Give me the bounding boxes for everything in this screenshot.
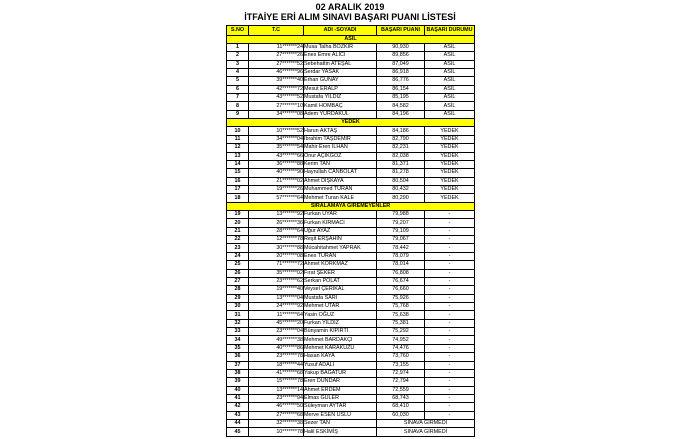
- row-score: 73,760: [377, 353, 425, 361]
- row-name: Mehmet KARAKUZU: [304, 344, 377, 352]
- table-row: [227, 353, 475, 361]
- column-header-name: ADI -SOYADI: [304, 26, 377, 36]
- row-status: -: [425, 369, 475, 377]
- row-score: 80,432: [377, 185, 425, 193]
- row-tc: 19*******26: [249, 185, 304, 193]
- row-name: Süleyman AYTAR: [304, 403, 377, 411]
- row-name: Merve ESEN USLU: [304, 411, 377, 419]
- row-tc: 40*******90: [249, 169, 304, 177]
- row-status: -: [425, 311, 475, 319]
- row-score: 79,988: [377, 211, 425, 219]
- section-label: YEDEK: [227, 119, 475, 127]
- row-tc: 39*******40: [249, 77, 304, 85]
- row-tc: 24*******92: [249, 303, 304, 311]
- row-name: Veysel ÇERİKAL: [304, 286, 377, 294]
- row-tc: 46*******50: [249, 403, 304, 411]
- table-row: [227, 144, 475, 152]
- row-tc: 23*******62: [249, 277, 304, 285]
- row-number: 18: [227, 194, 249, 202]
- row-name: Halil ESKİMİŞ: [304, 428, 377, 436]
- table-row: [227, 277, 475, 285]
- table-row: [227, 420, 475, 428]
- table-row: [227, 127, 475, 135]
- row-number: 11: [227, 135, 249, 143]
- row-score: 80,290: [377, 194, 425, 202]
- table-row: [227, 160, 475, 168]
- row-status: YEDEK: [425, 127, 475, 135]
- section-row: [227, 35, 475, 43]
- table-row: [227, 428, 475, 436]
- row-score: 74,476: [377, 344, 425, 352]
- row-name: Ahmet ERDEM: [304, 386, 377, 394]
- row-number: 36: [227, 353, 249, 361]
- row-score: 79,067: [377, 236, 425, 244]
- row-name: Serkan POLAT: [304, 277, 377, 285]
- row-name: Onur AÇIKGÖZ: [304, 152, 377, 160]
- row-number: 17: [227, 185, 249, 193]
- row-name: Mahir Eren İLHAN: [304, 144, 377, 152]
- row-status: -: [425, 294, 475, 302]
- table-row: [227, 311, 475, 319]
- row-number: 6: [227, 85, 249, 93]
- row-score: 81,371: [377, 160, 425, 168]
- row-score: 85,195: [377, 94, 425, 102]
- table-row: [227, 361, 475, 369]
- row-number: 7: [227, 94, 249, 102]
- row-status: -: [425, 303, 475, 311]
- table-row: [227, 177, 475, 185]
- row-name: Mehmet Turan KALE: [304, 194, 377, 202]
- row-name: Mustafa SARI: [304, 294, 377, 302]
- row-score: 74,952: [377, 336, 425, 344]
- row-score: 89,856: [377, 52, 425, 60]
- row-status: -: [425, 386, 475, 394]
- row-number: 43: [227, 411, 249, 419]
- table-row: [227, 403, 475, 411]
- row-name: Musa Talha BOZKIR: [304, 43, 377, 51]
- table-row: [227, 319, 475, 327]
- row-tc: 35*******54: [249, 144, 304, 152]
- row-status: -: [425, 328, 475, 336]
- row-name: Kerim TAN: [304, 160, 377, 168]
- row-score: 75,926: [377, 294, 425, 302]
- row-tc: 12*******78: [249, 236, 304, 244]
- row-name: Ahmet KORKMAZ: [304, 261, 377, 269]
- row-status: ASİL: [425, 110, 475, 118]
- row-name: Enes Emre ALICI: [304, 52, 377, 60]
- row-number: 21: [227, 227, 249, 235]
- row-status: YEDEK: [425, 185, 475, 193]
- row-tc: 11*******24: [249, 43, 304, 51]
- row-number: 14: [227, 160, 249, 168]
- row-name: Yakup BAĞATUR: [304, 369, 377, 377]
- row-status: ASİL: [425, 94, 475, 102]
- row-number: 22: [227, 236, 249, 244]
- row-status: -: [425, 236, 475, 244]
- row-tc: 34*******04: [249, 135, 304, 143]
- row-tc: 43*******66: [249, 152, 304, 160]
- row-name: İbrahim TAŞDEMİR: [304, 135, 377, 143]
- table-row: [227, 60, 475, 68]
- table-row: [227, 227, 475, 235]
- section-row: [227, 202, 475, 210]
- row-status: -: [425, 353, 475, 361]
- row-score: 82,038: [377, 152, 425, 160]
- row-status: ASİL: [425, 68, 475, 76]
- row-tc: 27*******10: [249, 102, 304, 110]
- table-row: [227, 169, 475, 177]
- row-tc: 40*******86: [249, 344, 304, 352]
- row-tc: 23*******04: [249, 328, 304, 336]
- row-number: 3: [227, 60, 249, 68]
- row-status: YEDEK: [425, 144, 475, 152]
- row-name: Elmas GÜLER: [304, 394, 377, 402]
- table-row: [227, 244, 475, 252]
- row-score: 75,768: [377, 303, 425, 311]
- row-status: YEDEK: [425, 177, 475, 185]
- table-row: [227, 236, 475, 244]
- row-number: 37: [227, 361, 249, 369]
- table-row: [227, 211, 475, 219]
- row-tc: 57*******64: [249, 194, 304, 202]
- page-subtitle: İTFAİYE ERİ ALIM SINAVI BAŞARI PUANI LİSTESİ: [244, 12, 456, 22]
- row-number: 33: [227, 328, 249, 336]
- row-name: Mehmet UTAR: [304, 303, 377, 311]
- section-label: SIRALAMAYA GİREMEYENLER: [227, 202, 475, 210]
- section-label: ASİL: [227, 35, 475, 43]
- row-status: -: [425, 344, 475, 352]
- row-tc: 26*******36: [249, 219, 304, 227]
- row-number: 32: [227, 319, 249, 327]
- row-score: 72,974: [377, 369, 425, 377]
- row-number: 30: [227, 303, 249, 311]
- row-name: Mücahitahmet YAPRAK: [304, 244, 377, 252]
- row-tc: 19*******40: [249, 286, 304, 294]
- row-status: ASİL: [425, 77, 475, 85]
- row-number: 10: [227, 127, 249, 135]
- table-row: [227, 152, 475, 160]
- row-score: 76,808: [377, 269, 425, 277]
- column-header-status: BAŞARI DURUMU: [425, 26, 475, 36]
- row-score: 76,660: [377, 286, 425, 294]
- row-name: Hasan KAYA: [304, 353, 377, 361]
- table-row: [227, 344, 475, 352]
- row-number: 40: [227, 386, 249, 394]
- row-status: ASİL: [425, 52, 475, 60]
- table-row: [227, 219, 475, 227]
- row-number: 12: [227, 144, 249, 152]
- row-name: Sezer TAN: [304, 420, 377, 428]
- row-status: -: [425, 336, 475, 344]
- row-number: 42: [227, 403, 249, 411]
- table-row: [227, 77, 475, 85]
- row-number: 34: [227, 336, 249, 344]
- row-status: YEDEK: [425, 194, 475, 202]
- row-status: ASİL: [425, 102, 475, 110]
- row-status: -: [425, 211, 475, 219]
- row-name: Muhammed TURAN: [304, 185, 377, 193]
- row-score: 68,410: [377, 403, 425, 411]
- row-score: 82,231: [377, 144, 425, 152]
- row-name: Erhan GUNAY: [304, 77, 377, 85]
- table-header-row: [227, 26, 475, 36]
- table-row: [227, 110, 475, 118]
- row-tc: 41*******68: [249, 369, 304, 377]
- row-number: 13: [227, 152, 249, 160]
- row-name: Reşit ERŞAHİN: [304, 236, 377, 244]
- row-score: 80,504: [377, 177, 425, 185]
- table-row: [227, 378, 475, 386]
- results-table: [226, 25, 475, 437]
- row-score: 76,674: [377, 277, 425, 285]
- row-number: 19: [227, 211, 249, 219]
- page-title: 02 ARALIK 2019: [315, 2, 385, 12]
- row-tc: 45*******20: [249, 319, 304, 327]
- row-status: -: [425, 286, 475, 294]
- table-row: [227, 336, 475, 344]
- row-tc: 28*******64: [249, 227, 304, 235]
- row-score: 84,582: [377, 102, 425, 110]
- row-number: 41: [227, 394, 249, 402]
- row-name: Serdar YASAK: [304, 68, 377, 76]
- row-score: 72,559: [377, 386, 425, 394]
- row-name: Yasin OĞUZ: [304, 311, 377, 319]
- table-row: [227, 43, 475, 51]
- row-number: 44: [227, 420, 249, 428]
- row-status: -: [425, 378, 475, 386]
- row-tc: 18*******44: [249, 361, 304, 369]
- row-status: -: [425, 244, 475, 252]
- row-status: YEDEK: [425, 160, 475, 168]
- row-tc: 49*******38: [249, 336, 304, 344]
- table-row: [227, 68, 475, 76]
- row-name: Furkan KIRMACI: [304, 219, 377, 227]
- row-number: 23: [227, 244, 249, 252]
- row-name: Furkan UYAR: [304, 211, 377, 219]
- row-score: 86,776: [377, 77, 425, 85]
- row-score: 78,442: [377, 244, 425, 252]
- row-number: 9: [227, 110, 249, 118]
- table-row: [227, 394, 475, 402]
- row-status: -: [425, 277, 475, 285]
- row-number: 38: [227, 369, 249, 377]
- row-score: 75,381: [377, 319, 425, 327]
- table-row: [227, 135, 475, 143]
- row-tc: 30*******88: [249, 244, 304, 252]
- section-row: [227, 119, 475, 127]
- row-tc: 32*******38: [249, 420, 304, 428]
- table-row: [227, 185, 475, 193]
- row-tc: 13*******92: [249, 211, 304, 219]
- row-tc: 27*******52: [249, 60, 304, 68]
- row-tc: 10*******52: [249, 127, 304, 135]
- row-tc: 11*******64: [249, 311, 304, 319]
- row-number: 35: [227, 344, 249, 352]
- table-row: [227, 294, 475, 302]
- table-body: [227, 35, 475, 436]
- row-score: 90,930: [377, 43, 425, 51]
- row-name: Yusuf ADALI: [304, 361, 377, 369]
- table-row: [227, 85, 475, 93]
- row-status: -: [425, 227, 475, 235]
- row-name: Mehmet BARDAKÇI: [304, 336, 377, 344]
- row-status: ASİL: [425, 85, 475, 93]
- row-status: -: [425, 394, 475, 402]
- table-row: [227, 102, 475, 110]
- row-tc: 43*******52: [249, 94, 304, 102]
- row-status: -: [425, 403, 475, 411]
- table-row: [227, 303, 475, 311]
- row-tc: 20*******08: [249, 252, 304, 260]
- row-number: 28: [227, 286, 249, 294]
- row-name: Bünyamin KIPIRTI: [304, 328, 377, 336]
- table-row: [227, 52, 475, 60]
- row-score: 72,794: [377, 378, 425, 386]
- row-number: 20: [227, 219, 249, 227]
- row-number: 1: [227, 43, 249, 51]
- row-tc: 27*******68: [249, 411, 304, 419]
- table-row: [227, 261, 475, 269]
- table-row: [227, 269, 475, 277]
- row-score: 73,155: [377, 361, 425, 369]
- row-score: 68,743: [377, 394, 425, 402]
- row-score: 84,196: [377, 110, 425, 118]
- row-score: 87,049: [377, 60, 425, 68]
- row-score: 78,079: [377, 252, 425, 260]
- row-number: 27: [227, 277, 249, 285]
- row-score: 79,207: [377, 219, 425, 227]
- row-name: Ahmet DİŞKAYA: [304, 177, 377, 185]
- row-status: -: [425, 269, 475, 277]
- row-status: ASİL: [425, 43, 475, 51]
- row-status: YEDEK: [425, 152, 475, 160]
- row-score: 75,292: [377, 328, 425, 336]
- row-status: ASİL: [425, 60, 475, 68]
- row-number: 16: [227, 177, 249, 185]
- row-name: Furkan YILDIZ: [304, 319, 377, 327]
- row-number: 4: [227, 68, 249, 76]
- row-score: 84,186: [377, 127, 425, 135]
- row-score: 79,109: [377, 227, 425, 235]
- row-name: Eren DÜNDAR: [304, 378, 377, 386]
- row-status: -: [425, 319, 475, 327]
- row-status: -: [425, 261, 475, 269]
- row-score: 75,638: [377, 311, 425, 319]
- row-tc: 13*******14: [249, 386, 304, 394]
- row-tc: 23*******94: [249, 394, 304, 402]
- row-score: 86,154: [377, 85, 425, 93]
- row-status: -: [425, 252, 475, 260]
- row-tc: 71*******72: [249, 261, 304, 269]
- row-tc: 10*******78: [249, 428, 304, 436]
- row-number: 26: [227, 269, 249, 277]
- row-name: Enes TURAN: [304, 252, 377, 260]
- row-name: Fırat ŞEKER: [304, 269, 377, 277]
- row-number: 5: [227, 77, 249, 85]
- row-number: 45: [227, 428, 249, 436]
- table-row: [227, 328, 475, 336]
- row-number: 2: [227, 52, 249, 60]
- row-number: 24: [227, 252, 249, 260]
- row-number: 25: [227, 261, 249, 269]
- row-name: Adem YURDAKUL: [304, 110, 377, 118]
- table-row: [227, 94, 475, 102]
- column-header-sno: S.NO: [227, 26, 249, 36]
- row-absent-note: SINAVA GİRMEDİ: [377, 420, 475, 428]
- row-status: -: [425, 411, 475, 419]
- row-number: 15: [227, 169, 249, 177]
- table-row: [227, 194, 475, 202]
- row-tc: 15*******78: [249, 378, 304, 386]
- row-status: -: [425, 219, 475, 227]
- row-name: Sebehattin ATEŞAL: [304, 60, 377, 68]
- row-tc: 34*******08: [249, 110, 304, 118]
- row-number: 31: [227, 311, 249, 319]
- table-row: [227, 286, 475, 294]
- row-tc: 13*******04: [249, 294, 304, 302]
- table-row: [227, 369, 475, 377]
- row-tc: 23*******78: [249, 353, 304, 361]
- row-tc: 27*******26: [249, 52, 304, 60]
- row-score: 82,790: [377, 135, 425, 143]
- row-name: Mesut ERALP: [304, 85, 377, 93]
- row-status: -: [425, 361, 475, 369]
- row-score: 86,918: [377, 68, 425, 76]
- row-status: YEDEK: [425, 169, 475, 177]
- table-row: [227, 411, 475, 419]
- row-absent-note: SINAVA GİRMEDİ: [377, 428, 475, 436]
- row-number: 29: [227, 294, 249, 302]
- row-name: Uğur AYAZ: [304, 227, 377, 235]
- row-tc: 42*******72: [249, 85, 304, 93]
- row-score: 78,014: [377, 261, 425, 269]
- row-tc: 35*******02: [249, 269, 304, 277]
- row-status: YEDEK: [425, 135, 475, 143]
- row-name: Mustafa YILDIZ: [304, 94, 377, 102]
- row-name: Kamil HOMBAÇ: [304, 102, 377, 110]
- row-number: 39: [227, 378, 249, 386]
- column-header-score: BAŞARI PUANI: [377, 26, 425, 36]
- row-number: 8: [227, 102, 249, 110]
- row-tc: 21*******02: [249, 177, 304, 185]
- row-score: 81,278: [377, 169, 425, 177]
- row-tc: 36*******88: [249, 160, 304, 168]
- table-row: [227, 386, 475, 394]
- row-name: Hayrullah CANBOLAT: [304, 169, 377, 177]
- row-name: Harun AKTAŞ: [304, 127, 377, 135]
- row-tc: 46*******96: [249, 68, 304, 76]
- table-row: [227, 252, 475, 260]
- row-score: 60,030: [377, 411, 425, 419]
- column-header-tc: T.C: [249, 26, 304, 36]
